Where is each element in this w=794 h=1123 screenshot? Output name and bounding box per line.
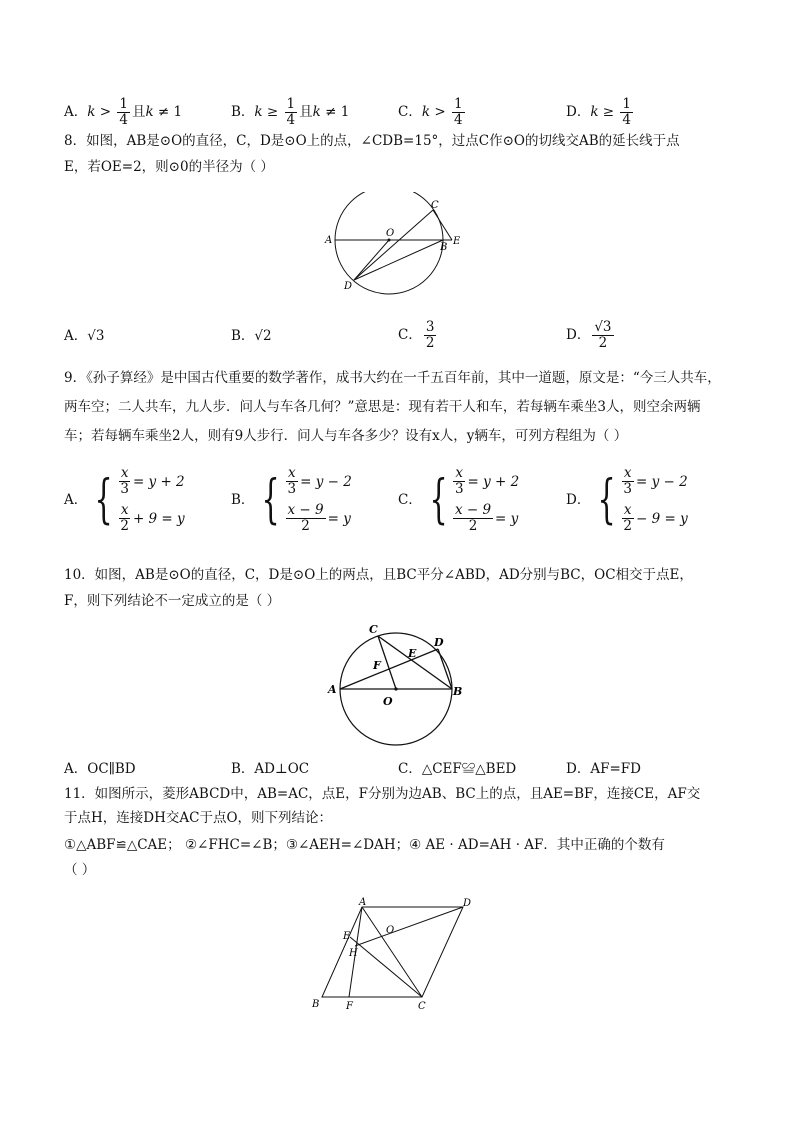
q8-label-d: D [344, 281, 353, 292]
q11-stem-line2: 于点H，连接DH交AC于点O，则下列结论： [64, 810, 333, 826]
q10-option-b[interactable]: B．AD⊥OC [231, 761, 310, 777]
q11-label-b: B [312, 999, 320, 1010]
q11-line-dh [355, 907, 463, 946]
q8-label-e: E [453, 236, 461, 247]
q9-option-a[interactable]: A． { $\frac{x}{3}$ = y + 2 $\frac{x}{2}$ + 9 = y [64, 465, 185, 534]
q11-label-f: F [346, 1001, 353, 1012]
q9-stem-line2: 两车空；二人共车，九人步．问人与车各几何？”意思是：现有若干人和车，若每辆车乘坐3人，则空余两辆 [64, 399, 701, 415]
q11-stem-line4: （ ） [64, 862, 96, 878]
fraction: $\frac{√3}{2}$ [594, 319, 612, 351]
q11-diagonal-ac [362, 907, 422, 997]
q10-label-b: B [453, 685, 463, 698]
q7-option-b[interactable]: B．k ≥ $\frac{1}{4}$ 且k ≠ 1 [231, 96, 350, 128]
q10-line-db [438, 649, 452, 689]
q8-circle [335, 192, 443, 294]
q10-label-o: O [383, 695, 393, 708]
q9-stem-line1: 9．《孙子算经》是中国古代重要的数学著作，成书大约在一千五百年前，其中一道题，原文是：“今三人共车， [64, 370, 721, 386]
q11-stem-line3: ①△ABF≌△CAE； ②∠FHC=∠B；③∠AEH=∠DAH；④ AE · AD=AH · AF．其中正确的个数有 [64, 837, 665, 853]
q8-stem-line1: 8．如图，AB是⊙O的直径，C，D是⊙O上的点，∠CDB=15°，过点C作⊙O的切线交AB的延长线于点 [64, 133, 680, 149]
q9-stem-line3: 车；若每辆车乘坐2人，则有9人步行．问人与车各多少？设有x人，y辆车，可列方程组为（ ） [64, 428, 628, 444]
q10-label-f: F [373, 659, 381, 672]
fraction: $\frac{3}{2}$ [425, 319, 435, 351]
q11-stem-line1: 11．如图所示，菱形ABCD中，AB=AC，点E，F分别为边AB、BC上的点，且AE=BF，连接CE，AF交 [64, 786, 701, 802]
q10-label-c: C [369, 623, 378, 636]
q8-label-b: B [440, 242, 448, 253]
q10-label-a: A [328, 683, 337, 696]
q7-option-a[interactable]: A．k > $\frac{1}{4}$ 且k ≠ 1 [64, 96, 183, 128]
q10-label-e: E [408, 647, 417, 660]
q10-center-dot [394, 687, 397, 690]
q8-stem-line2: E，若OE=2，则⊙0的半径为（ ） [64, 159, 274, 175]
q10-option-a[interactable]: A．OC∥BD [64, 761, 136, 777]
q8-option-b[interactable]: B．√2 [231, 328, 272, 344]
q9-option-b[interactable]: B． { $\frac{x}{3}$ = y − 2 $\frac{x - 9}{2}$ = y [231, 465, 352, 534]
q8-label-c: C [431, 200, 439, 211]
q8-label-a: A [325, 235, 333, 246]
q10-option-c[interactable]: C．△CEF≌△BED [398, 761, 517, 777]
q11-label-a: A [359, 897, 367, 908]
q9-option-c[interactable]: C． { $\frac{x}{3}$ = y + 2 $\frac{x - 9}{2}$ = y [398, 465, 520, 534]
q8-line-cd [354, 210, 433, 280]
q11-label-e: E [343, 931, 351, 942]
q8-line-db [354, 240, 443, 280]
q11-label-d: D [463, 898, 472, 909]
q10-label-d: D [434, 636, 444, 649]
q9-option-d[interactable]: D． { $\frac{x}{3}$ = y − 2 $\frac{x}{2}$ − 9 = y [566, 465, 688, 534]
fraction: $\frac{1}{4}$ [119, 96, 128, 128]
q11-label-c: C [418, 1001, 426, 1012]
fraction: $\frac{1}{4}$ [453, 96, 463, 128]
q8-option-c[interactable]: C． $\frac{3}{2}$ [398, 319, 435, 351]
q8-option-a[interactable]: A．√3 [64, 328, 105, 344]
q7-option-d[interactable]: D．k ≥ $\frac{1}{4}$ [566, 96, 632, 128]
q11-label-o: O [386, 925, 395, 936]
q11-figure [306, 893, 486, 1013]
q10-option-d[interactable]: D．AF=FD [566, 761, 641, 777]
q11-line-ec [350, 937, 422, 997]
fraction: $\frac{1}{4}$ [286, 96, 296, 128]
fraction: $\frac{1}{4}$ [622, 96, 632, 128]
q7-option-c[interactable]: C．k > $\frac{1}{4}$ [398, 96, 463, 128]
q11-label-h: H [349, 948, 358, 959]
q8-figure [318, 192, 478, 302]
q8-line-do [354, 240, 389, 280]
q10-figure [322, 617, 472, 752]
q8-option-d[interactable]: D． $\frac{√3}{2}$ [566, 319, 612, 351]
q10-stem-line1: 10．如图，AB是⊙O的直径，C，D是⊙O上的两点，且BC平分∠ABD，AD分别与BC，OC相交于点E， [64, 567, 693, 583]
q10-stem-line2: F，则下列结论不一定成立的是（ ） [64, 593, 281, 609]
q8-label-o: O [386, 228, 395, 239]
